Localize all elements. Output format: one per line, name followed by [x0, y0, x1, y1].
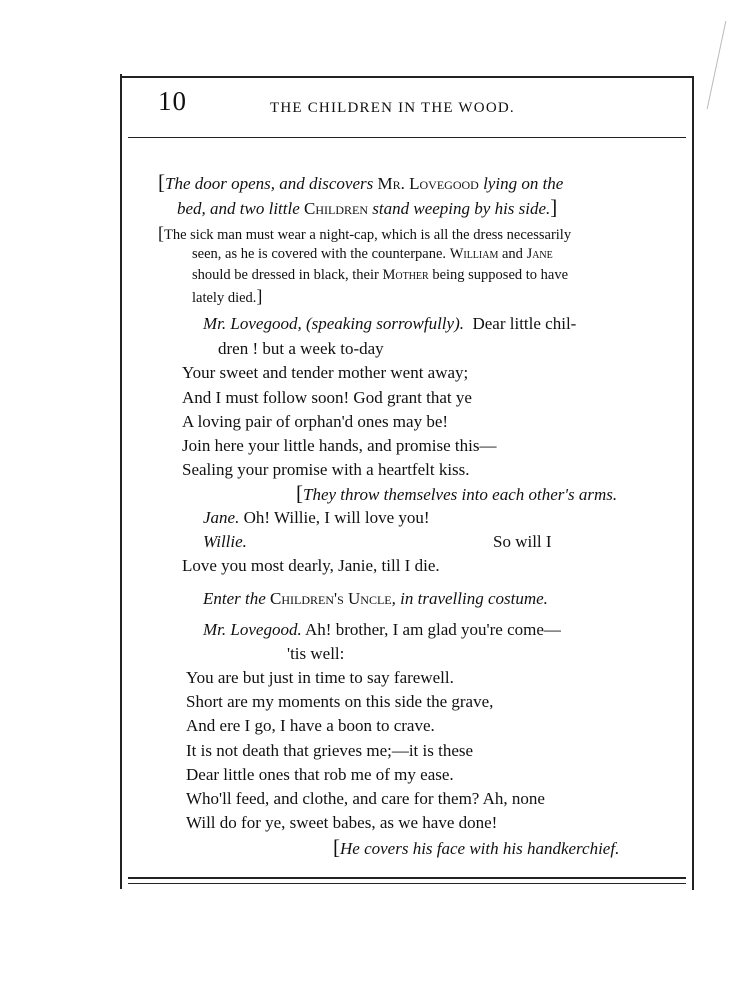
speech-line: Jane. Oh! Willie, I will love you! — [203, 508, 430, 527]
frame-left-rule — [120, 74, 122, 889]
speech-line: Mr. Lovegood. Ah! brother, I am glad you're come— — [203, 620, 561, 639]
speaker-name: Mr. Lovegood, — [203, 314, 302, 333]
speaker-name: Mr. Lovegood. — [203, 620, 302, 639]
page-edge-mark — [707, 21, 727, 109]
header-rule — [128, 137, 686, 138]
verse-line: A loving pair of orphan'd ones may be! — [182, 412, 449, 431]
speech-line: So will I — [493, 532, 552, 551]
verse-line: Love you most dearly, Janie, till I die. — [182, 556, 440, 575]
speech-line: Mr. Lovegood, (speaking sorrowfully). Dear little chil- — [203, 314, 577, 333]
speech-line: dren ! but a week to-day — [218, 339, 384, 358]
costume-note-line: seen, as he is covered with the counterpane. William and Jane — [192, 246, 553, 262]
verse-line: You are but just in time to say farewell. — [186, 668, 454, 687]
speaker-name: Willie. — [203, 532, 247, 551]
verse-line: Who'll feed, and clothe, and care for them? Ah, none — [186, 789, 545, 808]
costume-note-line: should be dressed in black, their Mother being supposed to have — [192, 267, 569, 283]
verse-line: Join here your little hands, and promise this— — [182, 436, 497, 455]
verse-line: Short are my moments on this side the grave, — [186, 692, 494, 711]
speech-line — [203, 532, 247, 552]
stage-direction-line: [The door opens, and discovers Mr. Lovegood lying on the — [158, 170, 564, 194]
stage-direction-line: bed, and two little Children stand weeping by his side.] — [177, 195, 558, 219]
running-head: THE CHILDREN IN THE WOOD. — [270, 100, 515, 116]
verse-line: Sealing your promise with a heartfelt kiss. — [182, 460, 470, 479]
verse-line: It is not death that grieves me;—it is these — [186, 741, 474, 760]
verse-line: And I must follow soon! God grant that ye — [182, 388, 472, 407]
page-number: 10 — [158, 86, 187, 116]
speaker-name: Jane. — [203, 508, 240, 527]
stage-direction-line: [He covers his face with his handkerchief. — [333, 835, 620, 859]
verse-line: And ere I go, I have a boon to crave. — [186, 716, 435, 735]
stage-direction-line: Enter the Children's Uncle, in travelling costume. — [203, 589, 548, 608]
verse-line: Dear little ones that rob me of my ease. — [186, 765, 454, 784]
footer-rule-thin — [128, 883, 686, 884]
costume-note-line: lately died.] — [192, 286, 263, 306]
verse-line: Your sweet and tender mother went away; — [182, 363, 469, 382]
speech-line: 'tis well: — [287, 644, 345, 663]
verse-line: Will do for ye, sweet babes, as we have done! — [186, 813, 498, 832]
costume-note-line: [The sick man must wear a night-cap, which is all the dress necessarily — [158, 223, 572, 243]
stage-direction-line: [They throw themselves into each other's arms. — [296, 481, 618, 505]
footer-rule — [128, 877, 686, 879]
frame-right-rule — [692, 78, 694, 890]
frame-top-rule — [120, 76, 694, 78]
